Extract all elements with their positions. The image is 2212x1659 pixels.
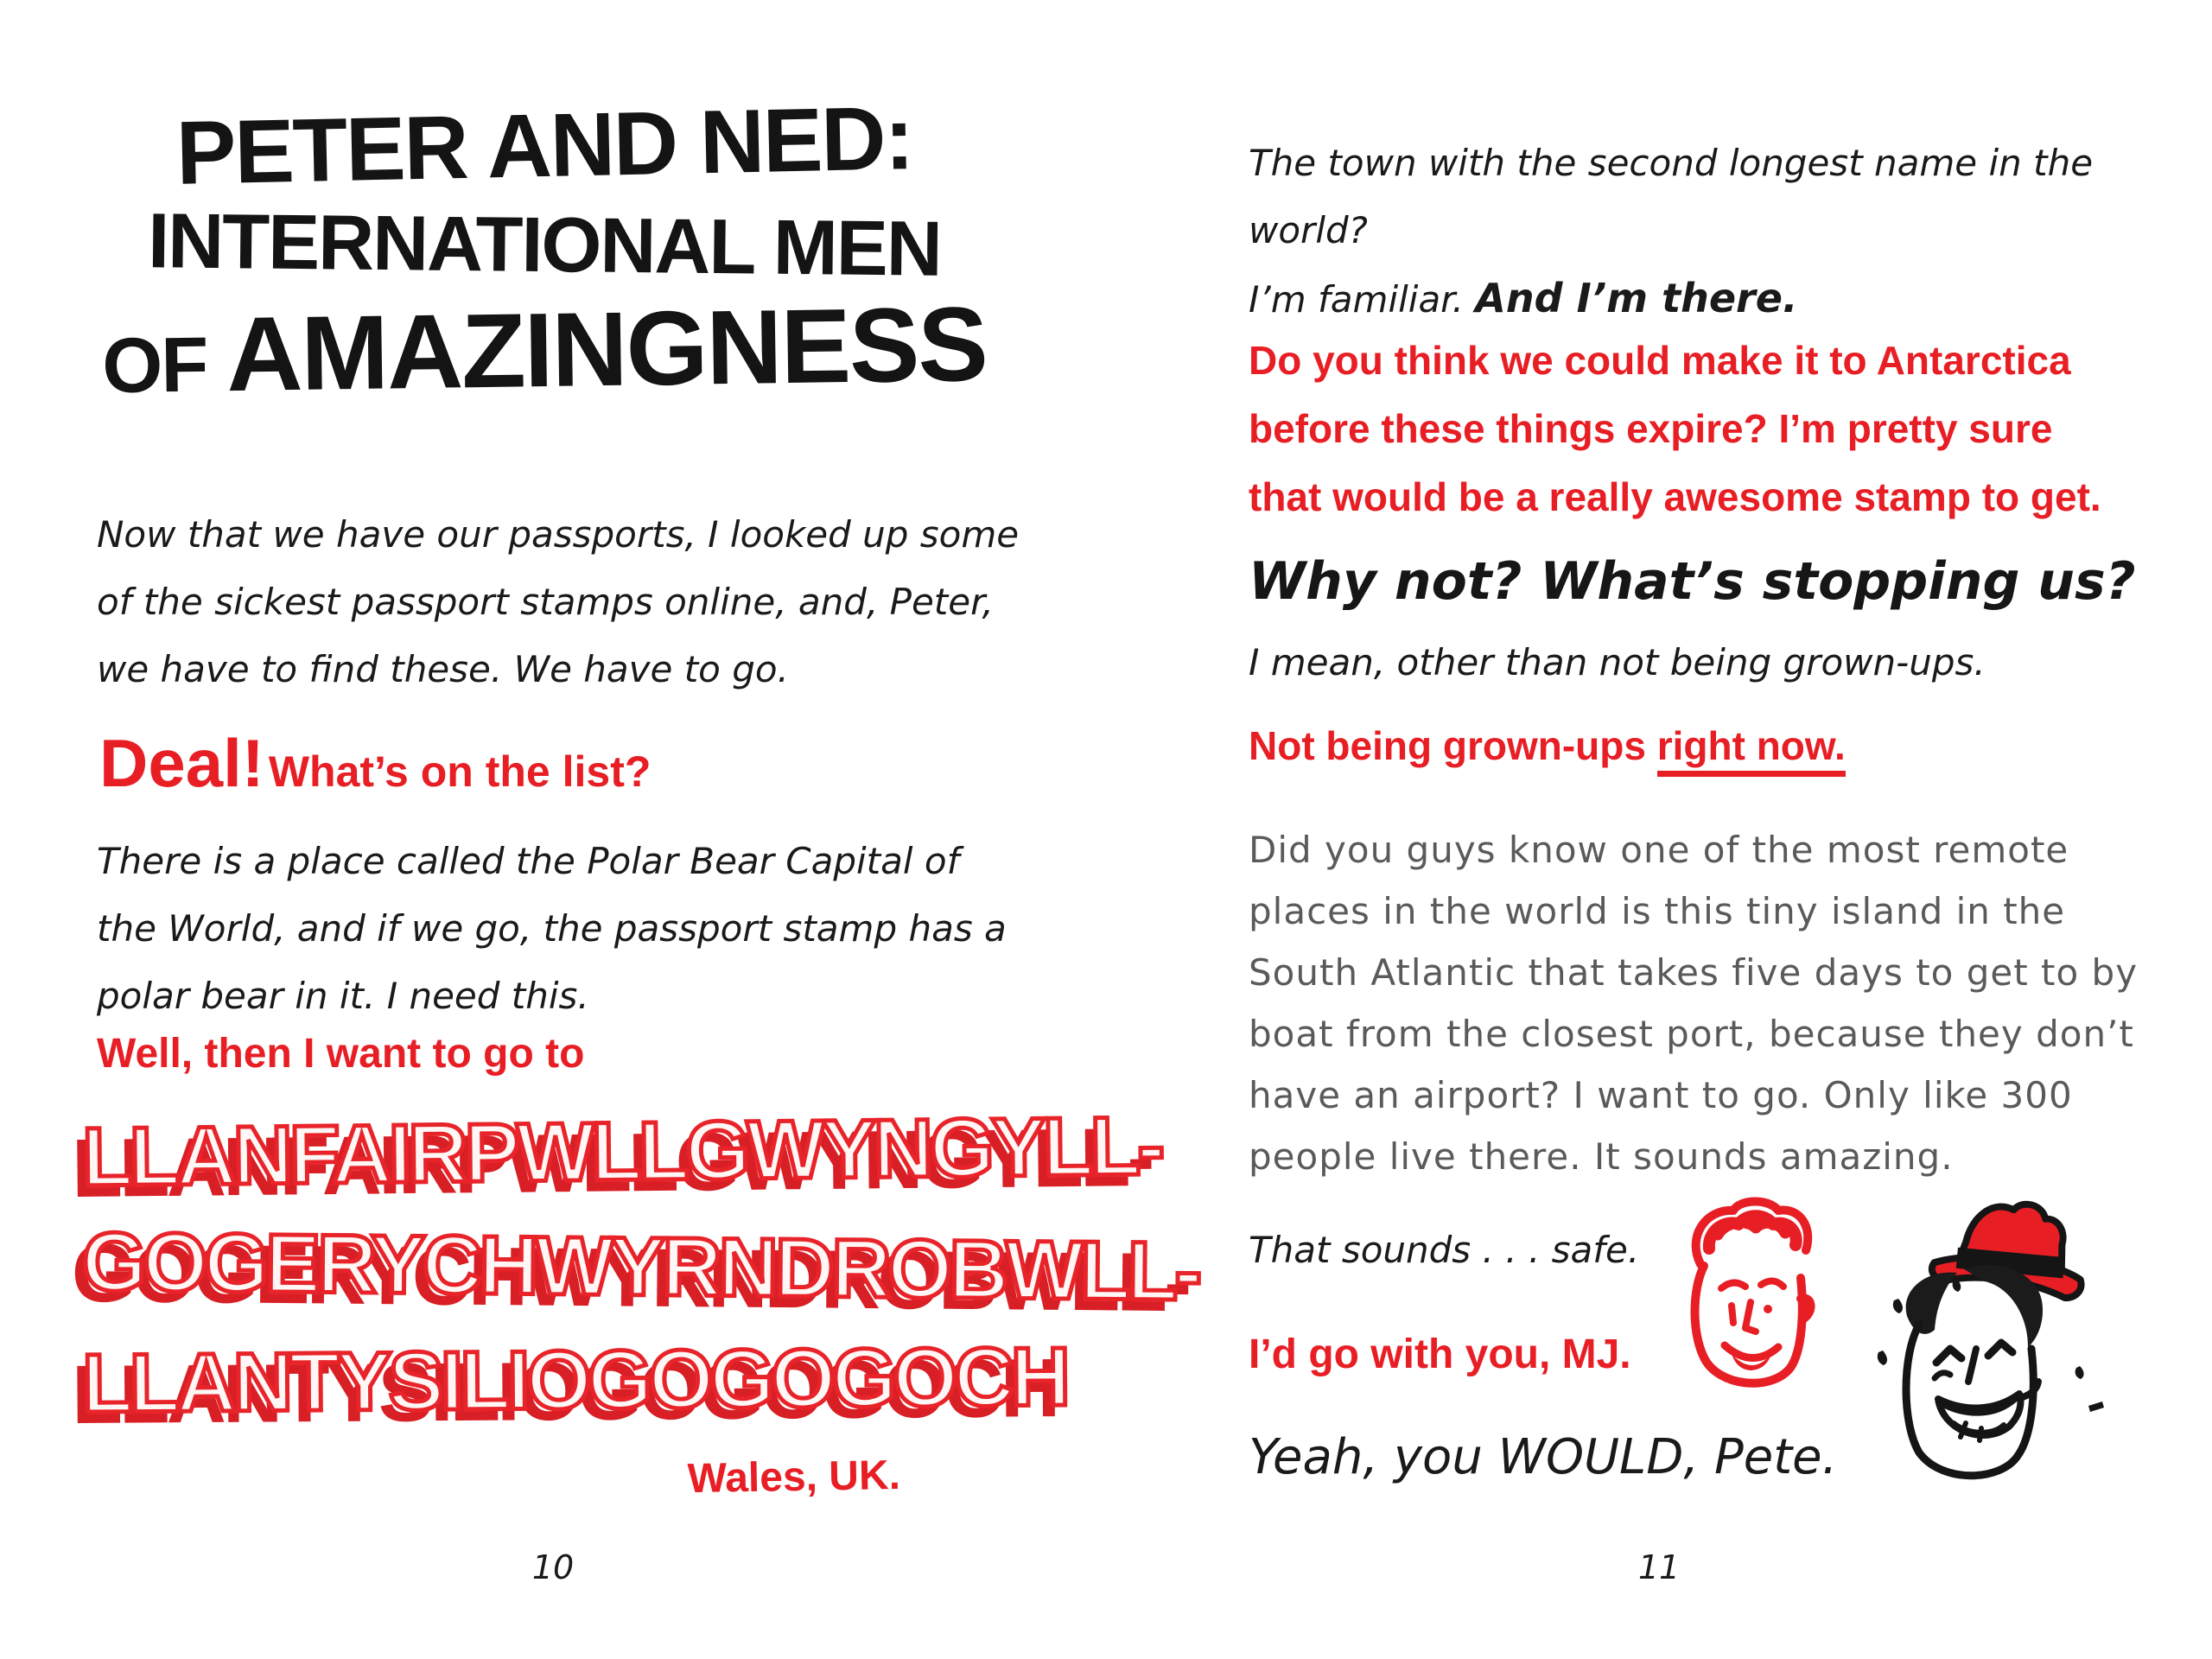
welsh-town-name [81, 1096, 1199, 1438]
paragraph-polar-bear: There is a place called the Polar Bear Capital of the World, and if we go, the passport stamp has a polar bear in it. I need this. [97, 840, 1007, 1017]
not-being-grownups-text: Not being grown-ups [1249, 723, 1657, 768]
paragraph-antarctica: Do you think we could make it to Antarctica before these things expire? I’m pretty sure that would be a really awesome stamp to get. [1249, 338, 2101, 519]
deal-line [99, 724, 1050, 803]
right-page [1106, 0, 2212, 1659]
second-longest-line2 [1249, 264, 2164, 334]
page-number-left: 10 [531, 1548, 575, 1586]
well-then-line: Well, then I want to go to [97, 1031, 585, 1077]
page-number-right: 11 [1637, 1548, 1681, 1586]
paragraph-remote-island: Did you guys know one of the most remote places in the world is this tiny island in the South Atlantic that takes five days to get to by boat from the closest port, because they don’t have an airport? I want to go. Only like 300 people live there. It sounds amazing. [1249, 829, 2139, 1178]
and-im-there-text: And I’m there. [1475, 275, 1798, 321]
chapter-title-amazingness: AMAZINGNESS [226, 284, 988, 414]
id-go-with-you-line: I’d go with you, MJ. [1249, 1332, 1631, 1377]
chapter-title-line3 [60, 284, 1029, 423]
chapter-title-line2: INTERNATIONAL MEN [147, 198, 942, 293]
deal-exclamation: Deal! [99, 725, 264, 801]
why-not-line: Why not? What’s stopping us? [1249, 551, 2136, 612]
second-longest-line1: The town with the second longest name in the world? [1249, 142, 2094, 251]
right-now-underlined: right now. [1657, 723, 1846, 777]
chapter-title-of: OF [101, 321, 228, 410]
yeah-you-would-line: Yeah, you WOULD, Pete. [1249, 1429, 1838, 1485]
deal-question: What’s on the list? [268, 747, 652, 796]
not-being-grownups-line [1249, 722, 1846, 769]
welsh-town-line1: LLANFAIRPWLLGWYNGYLL- [81, 1099, 1162, 1204]
welsh-town-line3: LLANTYSILIOGOGOGOCH [81, 1331, 1068, 1430]
i-mean-line: I mean, other than not being grown-ups. [1249, 641, 1986, 683]
that-sounds-safe-line: That sounds . . . safe. [1249, 1229, 1640, 1271]
welsh-town-line2: GOGERYCHWYRNDROBWLL- [81, 1216, 1199, 1319]
wales-uk-label: Wales, UK. [687, 1452, 901, 1503]
chapter-title-line1: PETER AND NED: [175, 88, 914, 204]
red-boy-face-illustration [1676, 1197, 1832, 1400]
chapter-title [60, 88, 1028, 416]
paragraph-second-longest [1249, 130, 2164, 334]
paragraph-passports: Now that we have our passports, I looked up some of the sickest passport stamps online, and, Peter, we have to find these. We have to go. [97, 513, 1020, 690]
im-familiar-text: I’m familiar. [1249, 278, 1476, 321]
laughing-face-red-fedora-illustration [1853, 1197, 2113, 1508]
